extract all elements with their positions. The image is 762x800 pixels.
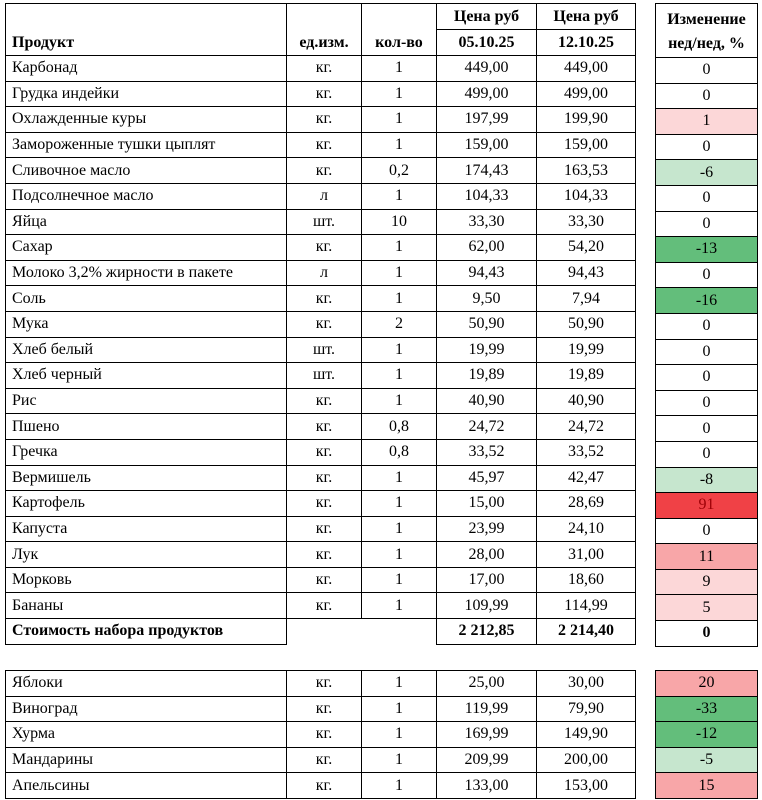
price-2-cell: 94,43 — [537, 260, 636, 286]
product-name: Мандарины — [6, 747, 287, 773]
price-2-cell: 33,52 — [537, 439, 636, 465]
change-row — [656, 569, 758, 595]
qty-cell: 1 — [362, 747, 437, 773]
table-row — [6, 388, 636, 414]
price-1-cell: 50,90 — [437, 311, 537, 337]
price-2-cell: 42,47 — [537, 465, 636, 491]
price-1-cell: 449,00 — [437, 56, 537, 82]
price-1-cell: 25,00 — [437, 671, 537, 697]
change-cell: -33 — [656, 696, 758, 722]
unit-cell: кг. — [287, 81, 362, 107]
price-2-cell: 19,99 — [537, 337, 636, 363]
change-row — [656, 595, 758, 621]
unit-cell: кг. — [287, 773, 362, 799]
unit-cell: кг. — [287, 722, 362, 748]
total-empty-qty — [362, 619, 437, 645]
product-name: Хлеб белый — [6, 337, 287, 363]
change-row — [656, 83, 758, 109]
change-row — [656, 160, 758, 186]
change-cell: 0 — [656, 313, 758, 339]
unit-cell: шт. — [287, 209, 362, 235]
table-row — [6, 722, 636, 748]
table-row — [6, 311, 636, 337]
table-row — [6, 260, 636, 286]
unit-cell: л — [287, 183, 362, 209]
change-cell: 0 — [656, 518, 758, 544]
price-table — [5, 3, 636, 645]
unit-cell: кг. — [287, 388, 362, 414]
table-row — [6, 235, 636, 261]
price-1-cell: 499,00 — [437, 81, 537, 107]
unit-cell: кг. — [287, 593, 362, 619]
table-row — [6, 209, 636, 235]
qty-cell: 1 — [362, 773, 437, 799]
change-row — [656, 773, 758, 799]
header-row-top — [6, 4, 636, 30]
price-2-cell: 30,00 — [537, 671, 636, 697]
change-row — [656, 262, 758, 288]
change-cell: 20 — [656, 671, 758, 697]
table-row — [6, 286, 636, 312]
change-row — [656, 518, 758, 544]
total-empty-unit — [287, 619, 362, 645]
table-row — [6, 363, 636, 389]
price-1-cell: 19,99 — [437, 337, 537, 363]
unit-cell: кг. — [287, 439, 362, 465]
qty-cell: 1 — [362, 260, 437, 286]
product-name: Лук — [6, 542, 287, 568]
price-1-cell: 197,99 — [437, 107, 537, 133]
change-row — [656, 185, 758, 211]
unit-cell: шт. — [287, 337, 362, 363]
unit-cell: кг. — [287, 542, 362, 568]
product-name: Хурма — [6, 722, 287, 748]
product-name: Яблоки — [6, 671, 287, 697]
table-row — [6, 465, 636, 491]
table-row — [6, 747, 636, 773]
qty-cell: 1 — [362, 542, 437, 568]
change-cell: -13 — [656, 237, 758, 263]
product-name: Охлажденные куры — [6, 107, 287, 133]
price-1-cell: 28,00 — [437, 542, 537, 568]
table-row — [6, 107, 636, 133]
qty-cell: 1 — [362, 671, 437, 697]
price-2-cell: 18,60 — [537, 567, 636, 593]
change-cell: 11 — [656, 544, 758, 570]
price-2-cell: 163,53 — [537, 158, 636, 184]
product-name: Сахар — [6, 235, 287, 261]
table-row — [6, 414, 636, 440]
change-cell: -5 — [656, 747, 758, 773]
change-header-row — [656, 4, 758, 58]
change-cell: 0 — [656, 365, 758, 391]
product-name: Хлеб черный — [6, 363, 287, 389]
change-cell: 0 — [656, 390, 758, 416]
unit-cell: кг. — [287, 235, 362, 261]
product-name: Апельсины — [6, 773, 287, 799]
price-1-cell: 17,00 — [437, 567, 537, 593]
price-2-cell: 31,00 — [537, 542, 636, 568]
change-row — [656, 544, 758, 570]
change-cell: -16 — [656, 288, 758, 314]
unit-cell: кг. — [287, 286, 362, 312]
header-date-2: 12.10.25 — [537, 30, 636, 56]
price-2-cell: 19,89 — [537, 363, 636, 389]
change-row — [656, 365, 758, 391]
total-price-1: 2 212,85 — [437, 619, 537, 645]
change-row — [656, 747, 758, 773]
price-2-cell: 33,30 — [537, 209, 636, 235]
change-row — [656, 416, 758, 442]
price-1-cell: 33,30 — [437, 209, 537, 235]
change-row — [656, 288, 758, 314]
fruit-table — [5, 670, 636, 799]
qty-cell: 10 — [362, 209, 437, 235]
qty-cell: 1 — [362, 132, 437, 158]
unit-cell: л — [287, 260, 362, 286]
table-row — [6, 593, 636, 619]
table-row — [6, 337, 636, 363]
price-1-cell: 33,52 — [437, 439, 537, 465]
product-name: Вермишель — [6, 465, 287, 491]
change-header-line1: Изменение — [667, 10, 746, 28]
table-row — [6, 542, 636, 568]
header-price-label-1: Цена руб — [437, 4, 537, 30]
unit-cell: кг. — [287, 414, 362, 440]
change-row — [656, 58, 758, 84]
change-header-line2: нед/нед, % — [668, 34, 745, 52]
change-table-body — [656, 58, 758, 647]
price-1-cell: 209,99 — [437, 747, 537, 773]
qty-cell: 1 — [362, 235, 437, 261]
unit-cell: кг. — [287, 56, 362, 82]
product-name: Капуста — [6, 516, 287, 542]
change-row — [656, 493, 758, 519]
change-cell: 9 — [656, 569, 758, 595]
price-1-cell: 9,50 — [437, 286, 537, 312]
product-name: Морковь — [6, 567, 287, 593]
unit-cell: кг. — [287, 747, 362, 773]
change-cell: -8 — [656, 467, 758, 493]
product-name: Пшено — [6, 414, 287, 440]
price-1-cell: 169,99 — [437, 722, 537, 748]
product-name: Замороженные тушки цыплят — [6, 132, 287, 158]
fruit-table-body — [6, 671, 636, 799]
product-name: Карбонад — [6, 56, 287, 82]
qty-cell: 1 — [362, 337, 437, 363]
price-2-cell: 499,00 — [537, 81, 636, 107]
change-row — [656, 211, 758, 237]
table-row — [6, 671, 636, 697]
price-1-cell: 62,00 — [437, 235, 537, 261]
product-name: Гречка — [6, 439, 287, 465]
qty-cell: 1 — [362, 567, 437, 593]
table-row — [6, 158, 636, 184]
table-row — [6, 132, 636, 158]
qty-cell: 1 — [362, 722, 437, 748]
change-row — [656, 390, 758, 416]
change-cell: 0 — [656, 262, 758, 288]
header-product: Продукт — [6, 4, 287, 56]
qty-cell: 1 — [362, 593, 437, 619]
change-cell: 0 — [656, 441, 758, 467]
change-cell: 0 — [656, 83, 758, 109]
table-row — [6, 516, 636, 542]
price-2-cell: 24,72 — [537, 414, 636, 440]
unit-cell: кг. — [287, 671, 362, 697]
price-table-container — [5, 3, 636, 645]
product-name: Сливочное масло — [6, 158, 287, 184]
change-table — [655, 3, 758, 647]
price-table-body — [6, 56, 636, 645]
qty-cell: 1 — [362, 107, 437, 133]
total-price-2: 2 214,40 — [537, 619, 636, 645]
price-2-cell: 28,69 — [537, 491, 636, 517]
qty-cell: 2 — [362, 311, 437, 337]
change-header — [656, 4, 758, 58]
price-2-cell: 104,33 — [537, 183, 636, 209]
product-name: Подсолнечное масло — [6, 183, 287, 209]
change-cell: 0 — [656, 134, 758, 160]
qty-cell: 1 — [362, 696, 437, 722]
price-2-cell: 114,99 — [537, 593, 636, 619]
price-1-cell: 94,43 — [437, 260, 537, 286]
price-2-cell: 199,90 — [537, 107, 636, 133]
price-1-cell: 119,99 — [437, 696, 537, 722]
change-cell: 0 — [656, 416, 758, 442]
price-2-cell: 24,10 — [537, 516, 636, 542]
total-label: Стоимость набора продуктов — [6, 619, 287, 645]
price-1-cell: 24,72 — [437, 414, 537, 440]
price-2-cell: 40,90 — [537, 388, 636, 414]
unit-cell: кг. — [287, 516, 362, 542]
price-1-cell: 45,97 — [437, 465, 537, 491]
price-2-cell: 159,00 — [537, 132, 636, 158]
change-cell: 0 — [656, 339, 758, 365]
unit-cell: кг. — [287, 491, 362, 517]
total-change-cell: 0 — [656, 621, 758, 647]
change-cell: -12 — [656, 722, 758, 748]
fruit-table-container — [5, 670, 636, 799]
price-2-cell: 79,90 — [537, 696, 636, 722]
table-row — [6, 56, 636, 82]
qty-cell: 1 — [362, 183, 437, 209]
qty-cell: 1 — [362, 286, 437, 312]
price-2-cell: 50,90 — [537, 311, 636, 337]
price-1-cell: 23,99 — [437, 516, 537, 542]
unit-cell: кг. — [287, 158, 362, 184]
change-row — [656, 467, 758, 493]
fruit-change-table — [655, 670, 758, 799]
product-name: Бананы — [6, 593, 287, 619]
change-row — [656, 696, 758, 722]
table-row — [6, 491, 636, 517]
qty-cell: 1 — [362, 491, 437, 517]
header-date-1: 05.10.25 — [437, 30, 537, 56]
header-unit: ед.изм. — [287, 4, 362, 56]
price-2-cell: 449,00 — [537, 56, 636, 82]
change-row — [656, 671, 758, 697]
table-row — [6, 183, 636, 209]
price-2-cell: 54,20 — [537, 235, 636, 261]
qty-cell: 1 — [362, 388, 437, 414]
change-cell: 1 — [656, 109, 758, 135]
product-name: Картофель — [6, 491, 287, 517]
unit-cell: шт. — [287, 363, 362, 389]
change-row — [656, 237, 758, 263]
change-cell: 15 — [656, 773, 758, 799]
fruit-change-table-body — [656, 671, 758, 799]
change-cell: 5 — [656, 595, 758, 621]
unit-cell: кг. — [287, 132, 362, 158]
price-1-cell: 104,33 — [437, 183, 537, 209]
price-1-cell: 109,99 — [437, 593, 537, 619]
total-row — [6, 619, 636, 645]
table-row — [6, 81, 636, 107]
table-row — [6, 773, 636, 799]
product-name: Мука — [6, 311, 287, 337]
unit-cell: кг. — [287, 311, 362, 337]
unit-cell: кг. — [287, 567, 362, 593]
qty-cell: 1 — [362, 363, 437, 389]
change-row — [656, 313, 758, 339]
change-row — [656, 441, 758, 467]
change-row — [656, 339, 758, 365]
total-change-row — [656, 621, 758, 647]
product-name: Яйца — [6, 209, 287, 235]
table-row — [6, 439, 636, 465]
price-2-cell: 153,00 — [537, 773, 636, 799]
change-cell: 0 — [656, 185, 758, 211]
unit-cell: кг. — [287, 465, 362, 491]
qty-cell: 1 — [362, 465, 437, 491]
qty-cell: 1 — [362, 56, 437, 82]
price-2-cell: 200,00 — [537, 747, 636, 773]
price-1-cell: 19,89 — [437, 363, 537, 389]
change-row — [656, 134, 758, 160]
change-cell: -6 — [656, 160, 758, 186]
price-1-cell: 40,90 — [437, 388, 537, 414]
qty-cell: 0,8 — [362, 414, 437, 440]
change-cell: 91 — [656, 493, 758, 519]
product-name: Грудка индейки — [6, 81, 287, 107]
product-name: Рис — [6, 388, 287, 414]
price-1-cell: 133,00 — [437, 773, 537, 799]
change-cell: 0 — [656, 211, 758, 237]
product-name: Соль — [6, 286, 287, 312]
unit-cell: кг. — [287, 107, 362, 133]
unit-cell: кг. — [287, 696, 362, 722]
header-price-label-2: Цена руб — [537, 4, 636, 30]
price-2-cell: 7,94 — [537, 286, 636, 312]
qty-cell: 0,8 — [362, 439, 437, 465]
change-row — [656, 109, 758, 135]
product-name: Молоко 3,2% жирности в пакете — [6, 260, 287, 286]
qty-cell: 1 — [362, 81, 437, 107]
price-1-cell: 174,43 — [437, 158, 537, 184]
qty-cell: 1 — [362, 516, 437, 542]
table-row — [6, 696, 636, 722]
product-name: Виноград — [6, 696, 287, 722]
header-qty: кол-во — [362, 4, 437, 56]
price-2-cell: 149,90 — [537, 722, 636, 748]
price-1-cell: 15,00 — [437, 491, 537, 517]
qty-cell: 0,2 — [362, 158, 437, 184]
price-1-cell: 159,00 — [437, 132, 537, 158]
change-cell: 0 — [656, 58, 758, 84]
table-row — [6, 567, 636, 593]
change-row — [656, 722, 758, 748]
